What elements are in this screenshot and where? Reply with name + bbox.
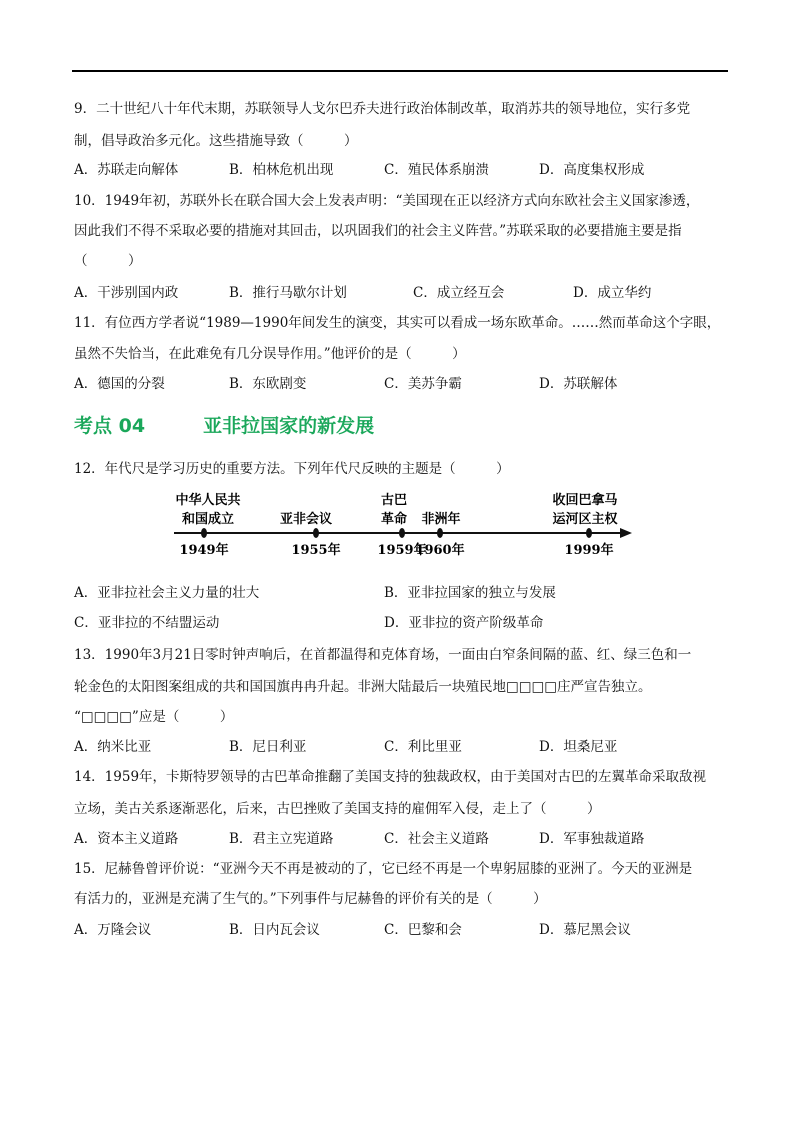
timeline-event-label-top: 收回巴拿马 (552, 493, 618, 508)
timeline-year-label: 1959年 (377, 543, 427, 558)
q12-option-d[interactable]: D．亚非拉的资产阶级革命 (384, 615, 544, 631)
q12-option-a[interactable]: A．亚非拉社会主义力量的壮大 (74, 585, 260, 601)
q13-option-c[interactable]: C．利比里亚 (384, 739, 462, 755)
timeline-event-label: 革命 (380, 512, 408, 527)
q11-option-a[interactable]: A．德国的分裂 (74, 376, 165, 392)
q12-line-1: 12．年代尺是学习历史的重要方法。下列年代尺反映的主题是（ ） (74, 461, 510, 477)
timeline-year-label: 1955年 (291, 543, 341, 558)
q13-line-2: 轮金色的太阳图案组成的共和国国旗冉冉升起。非洲大陆最后一块殖民地□□□□庄严宣告独立。 (74, 679, 652, 695)
q12-option-c[interactable]: C．亚非拉的不结盟运动 (74, 615, 220, 631)
q11-option-b[interactable]: B．东欧剧变 (229, 376, 307, 392)
q11-line-1: 11．有位西方学者说“1989—1990年间发生的演变，其实可以看成一场东欧革命。……然而革命这个字眼， (74, 315, 721, 331)
q14-option-d[interactable]: D．军事独裁道路 (539, 831, 645, 847)
q10-option-b[interactable]: B．推行马歇尔计划 (229, 285, 347, 301)
timeline-year-label: 1949年 (179, 543, 229, 558)
q9-option-b[interactable]: B．柏林危机出现 (229, 162, 334, 178)
q10-option-a[interactable]: A．干涉别国内政 (74, 285, 179, 301)
section-title: 亚非拉国家的新发展 (203, 415, 375, 437)
q12-option-b[interactable]: B．亚非拉国家的独立与发展 (384, 585, 556, 601)
q14-option-b[interactable]: B．君主立宪道路 (229, 831, 334, 847)
q15-option-c[interactable]: C．巴黎和会 (384, 922, 462, 938)
timeline-marker (586, 528, 592, 538)
timeline-event-label: 运河区主权 (552, 512, 618, 527)
q15-option-b[interactable]: B．日内瓦会议 (229, 922, 320, 938)
section-number: 考点 04 (74, 415, 146, 437)
q14-line-2: 立场，美古关系逐渐恶化，后来，古巴挫败了美国支持的雇佣军入侵，走上了（ ） (74, 801, 601, 817)
timeline-event-label: 和国成立 (181, 512, 235, 527)
q9-option-a[interactable]: A．苏联走向解体 (74, 162, 179, 178)
q9-line-1: 9．二十世纪八十年代末期，苏联领导人戈尔巴乔夫进行政治体制改革，取消苏共的领导地位，实行多党 (74, 101, 691, 117)
timeline-event-label: 亚非会议 (279, 512, 333, 527)
q15-line-1: 15．尼赫鲁曾评价说：“亚洲今天不再是被动的了，它已经不再是一个卑躬屈膝的亚洲了。今天的亚洲是 (74, 861, 693, 877)
q9-option-c[interactable]: C．殖民体系崩溃 (384, 162, 489, 178)
q14-line-1: 14．1959年，卡斯特罗领导的古巴革命推翻了美国支持的独裁政权，由于美国对古巴的左翼革命采取敌视 (74, 769, 707, 785)
q11-option-c[interactable]: C．美苏争霸 (384, 376, 462, 392)
q13-option-d[interactable]: D．坦桑尼亚 (539, 739, 618, 755)
timeline-year-label: 1960年 (415, 543, 465, 558)
q9-line-2: 制，倡导政治多元化。这些措施导致（ ） (74, 133, 358, 149)
q10-line-2: 因此我们不得不采取必要的措施对其回击，以巩固我们的社会主义阵营。”苏联采取的必要措施主要是指 (74, 223, 682, 239)
timeline-arrow (620, 528, 632, 538)
q14-option-a[interactable]: A．资本主义道路 (74, 831, 179, 847)
q13-option-a[interactable]: A．纳米比亚 (74, 739, 152, 755)
q15-option-d[interactable]: D．慕尼黑会议 (539, 922, 631, 938)
q15-line-2: 有活力的，亚洲是充满了生气的。”下列事件与尼赫鲁的评价有关的是（ ） (74, 891, 547, 907)
q13-line-1: 13．1990年3月21日零时钟声响后，在首都温得和克体育场，一面由白窄条间隔的蓝、红、绿三色和一 (74, 647, 692, 663)
timeline-marker (313, 528, 319, 538)
q10-option-c[interactable]: C．成立经互会 (413, 285, 505, 301)
q11-line-2: 虽然不失恰当，在此难免有几分误导作用。”他评价的是（ ） (74, 346, 466, 362)
q10-line-3: （ ） (74, 253, 142, 269)
timeline-marker (201, 528, 207, 538)
timeline-marker (399, 528, 405, 538)
section-heading (74, 414, 374, 438)
year-timeline (170, 490, 640, 560)
q15-option-a[interactable]: A．万隆会议 (74, 922, 152, 938)
timeline-event-label: 非洲年 (421, 512, 461, 527)
q14-option-c[interactable]: C．社会主义道路 (384, 831, 489, 847)
header-rule (72, 70, 728, 72)
q13-line-3: “□□□□”应是（ ） (74, 709, 234, 725)
q13-option-b[interactable]: B．尼日利亚 (229, 739, 307, 755)
timeline-svg (170, 490, 640, 560)
q10-line-1: 10．1949年初，苏联外长在联合国大会上发表声明：“美国现在正以经济方式向东欧社会主义国家渗透， (74, 193, 700, 209)
q11-option-d[interactable]: D．苏联解体 (539, 376, 618, 392)
timeline-event-label-top: 中华人民共 (175, 493, 241, 508)
q9-option-d[interactable]: D．高度集权形成 (539, 162, 645, 178)
timeline-event-label-top: 古巴 (380, 493, 408, 508)
timeline-year-label: 1999年 (564, 543, 614, 558)
timeline-marker (437, 528, 443, 538)
q10-option-d[interactable]: D．成立华约 (573, 285, 652, 301)
